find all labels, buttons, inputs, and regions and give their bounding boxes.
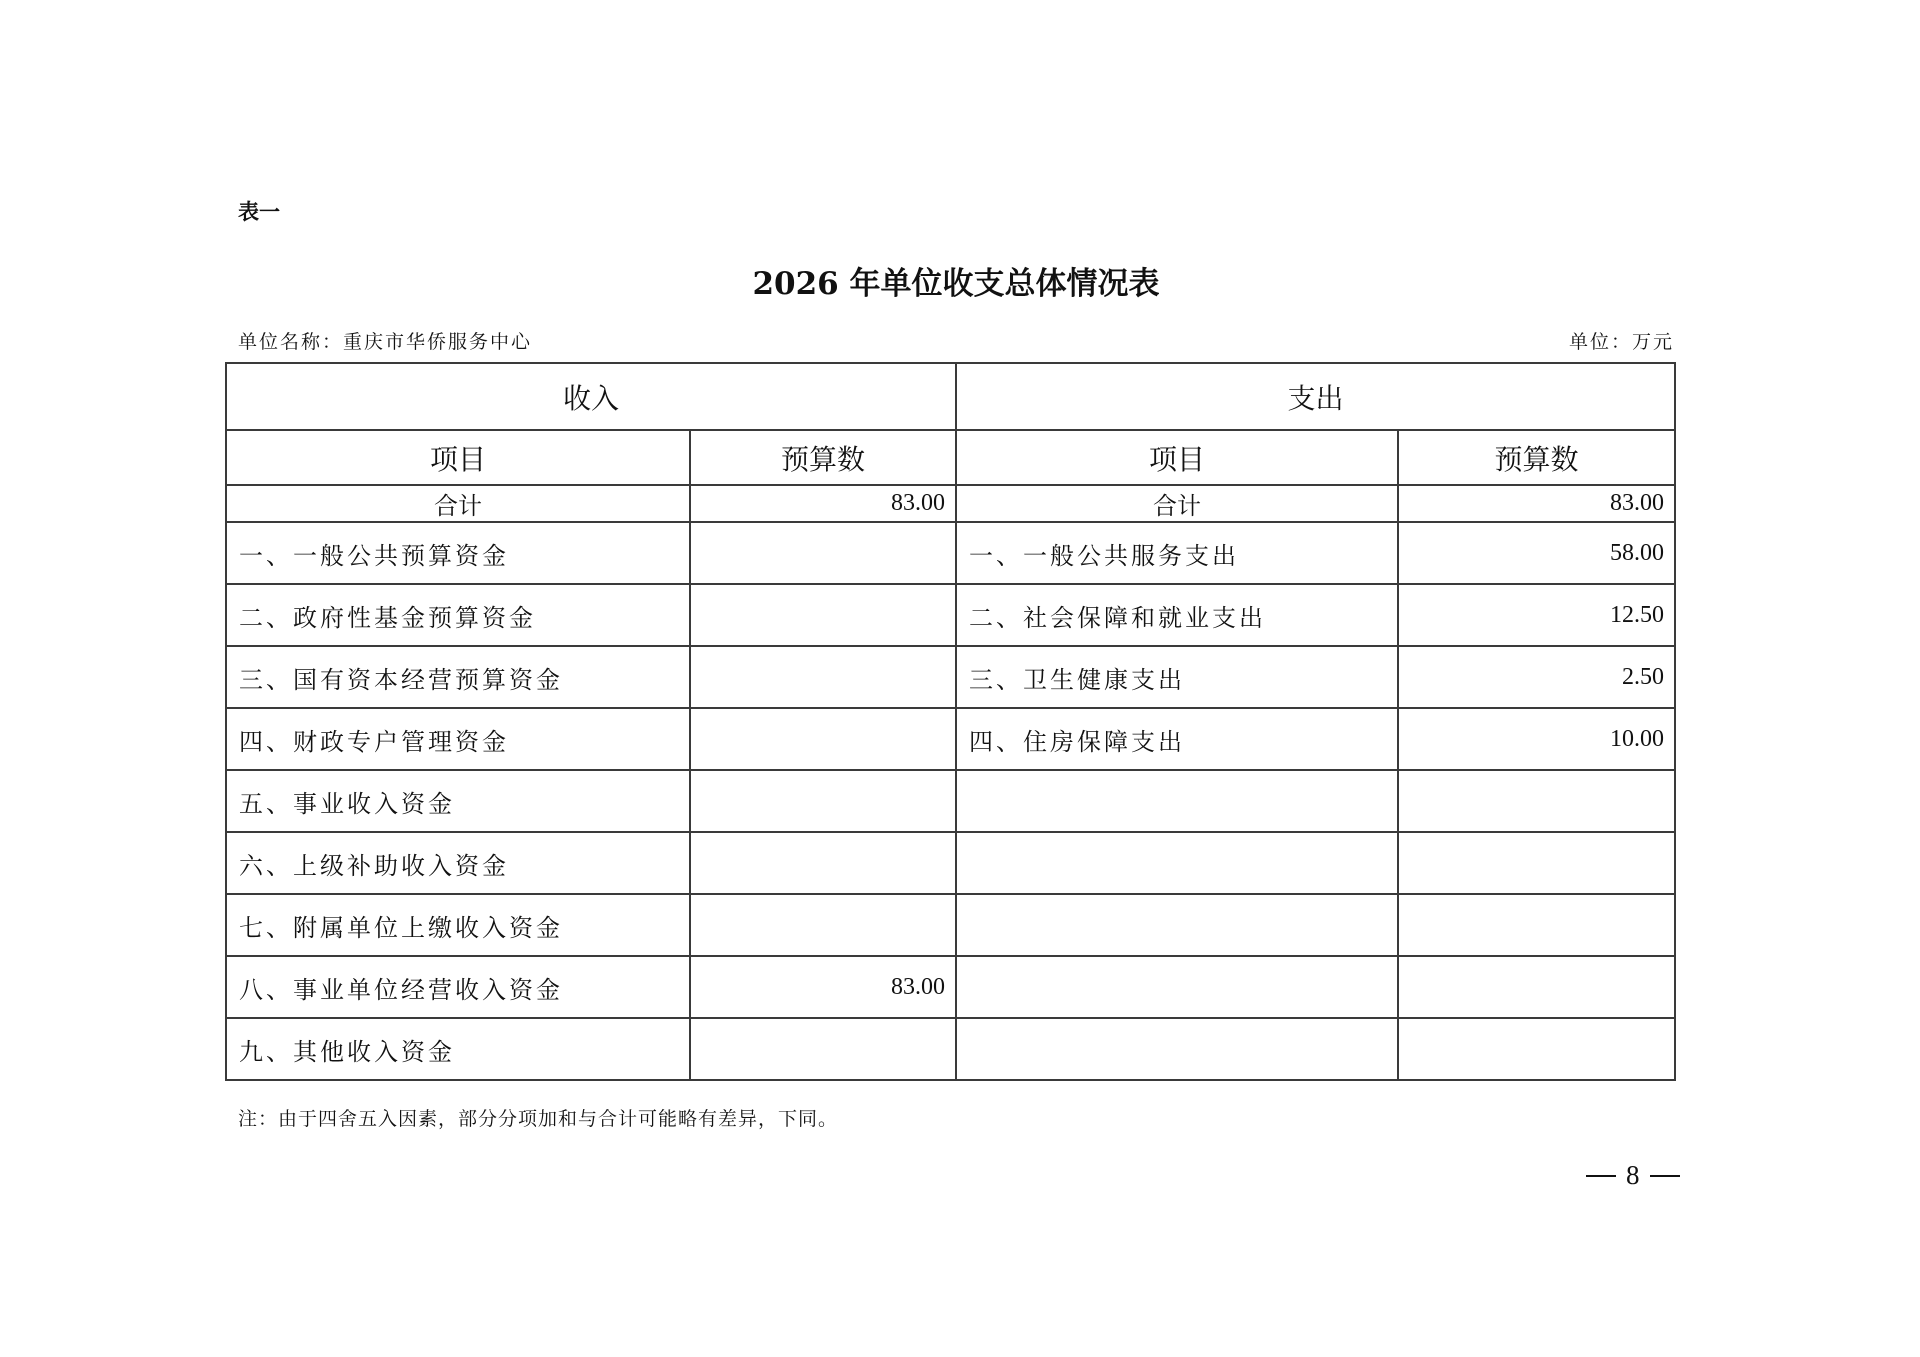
table-label: 表一 xyxy=(238,200,280,224)
expense-item-header: 项目 xyxy=(956,430,1398,485)
page-number-dash-right xyxy=(1650,1175,1680,1177)
income-item: 七、附属单位上缴收入资金 xyxy=(226,894,690,956)
expense-amount: 10.00 xyxy=(1398,708,1675,770)
table-row xyxy=(226,708,1675,770)
expense-amount xyxy=(1398,832,1675,894)
expense-item xyxy=(956,894,1398,956)
expense-amount xyxy=(1398,1018,1675,1080)
income-item: 三、国有资本经营预算资金 xyxy=(226,646,690,708)
income-amount xyxy=(690,584,956,646)
income-item: 二、政府性基金预算资金 xyxy=(226,584,690,646)
table-row xyxy=(226,956,1675,1018)
expense-amount: 58.00 xyxy=(1398,522,1675,584)
income-amount xyxy=(690,646,956,708)
income-amount xyxy=(690,832,956,894)
income-total-amount: 83.00 xyxy=(690,485,956,522)
expense-item: 四、住房保障支出 xyxy=(956,708,1398,770)
expense-amount: 12.50 xyxy=(1398,584,1675,646)
expense-amount xyxy=(1398,956,1675,1018)
total-row xyxy=(226,485,1675,522)
section-header-row xyxy=(226,363,1675,430)
income-item: 五、事业收入资金 xyxy=(226,770,690,832)
income-item: 一、一般公共预算资金 xyxy=(226,522,690,584)
expense-total-amount: 83.00 xyxy=(1398,485,1675,522)
income-amount-header: 预算数 xyxy=(690,430,956,485)
expense-amount xyxy=(1398,894,1675,956)
footnote: 注：由于四舍五入因素，部分分项加和与合计可能略有差异，下同。 xyxy=(238,1108,839,1130)
table-row xyxy=(226,894,1675,956)
expense-section-header: 支出 xyxy=(956,363,1675,430)
income-total-label: 合计 xyxy=(226,485,690,522)
expense-total-label: 合计 xyxy=(956,485,1398,522)
expense-amount: 2.50 xyxy=(1398,646,1675,708)
expense-item xyxy=(956,832,1398,894)
table-row xyxy=(226,522,1675,584)
income-section-header: 收入 xyxy=(226,363,956,430)
column-header-row xyxy=(226,430,1675,485)
income-item: 九、其他收入资金 xyxy=(226,1018,690,1080)
income-item: 四、财政专户管理资金 xyxy=(226,708,690,770)
budget-summary-table xyxy=(225,362,1676,1081)
document-title-text: 2026 年单位收支总体情况表 xyxy=(752,266,1160,302)
table-row xyxy=(226,832,1675,894)
expense-amount xyxy=(1398,770,1675,832)
page-number-value: 8 xyxy=(1626,1160,1640,1190)
income-amount xyxy=(690,522,956,584)
document-title xyxy=(0,258,1920,303)
page-number xyxy=(1586,1160,1680,1191)
income-amount xyxy=(690,894,956,956)
income-item-header: 项目 xyxy=(226,430,690,485)
unit-name: 单位名称：重庆市华侨服务中心 xyxy=(238,331,533,353)
income-amount xyxy=(690,708,956,770)
expense-item: 一、一般公共服务支出 xyxy=(956,522,1398,584)
income-amount: 83.00 xyxy=(690,956,956,1018)
table-row xyxy=(226,584,1675,646)
income-amount xyxy=(690,770,956,832)
table-row xyxy=(226,770,1675,832)
income-item: 六、上级补助收入资金 xyxy=(226,832,690,894)
income-amount xyxy=(690,1018,956,1080)
table-row xyxy=(226,1018,1675,1080)
expense-item xyxy=(956,956,1398,1018)
table-row xyxy=(226,646,1675,708)
page-number-dash-left xyxy=(1586,1175,1616,1177)
expense-item xyxy=(956,1018,1398,1080)
expense-item xyxy=(956,770,1398,832)
expense-item: 三、卫生健康支出 xyxy=(956,646,1398,708)
currency-unit: 单位：万元 xyxy=(1568,331,1674,353)
income-item: 八、事业单位经营收入资金 xyxy=(226,956,690,1018)
expense-item: 二、社会保障和就业支出 xyxy=(956,584,1398,646)
expense-amount-header: 预算数 xyxy=(1398,430,1675,485)
